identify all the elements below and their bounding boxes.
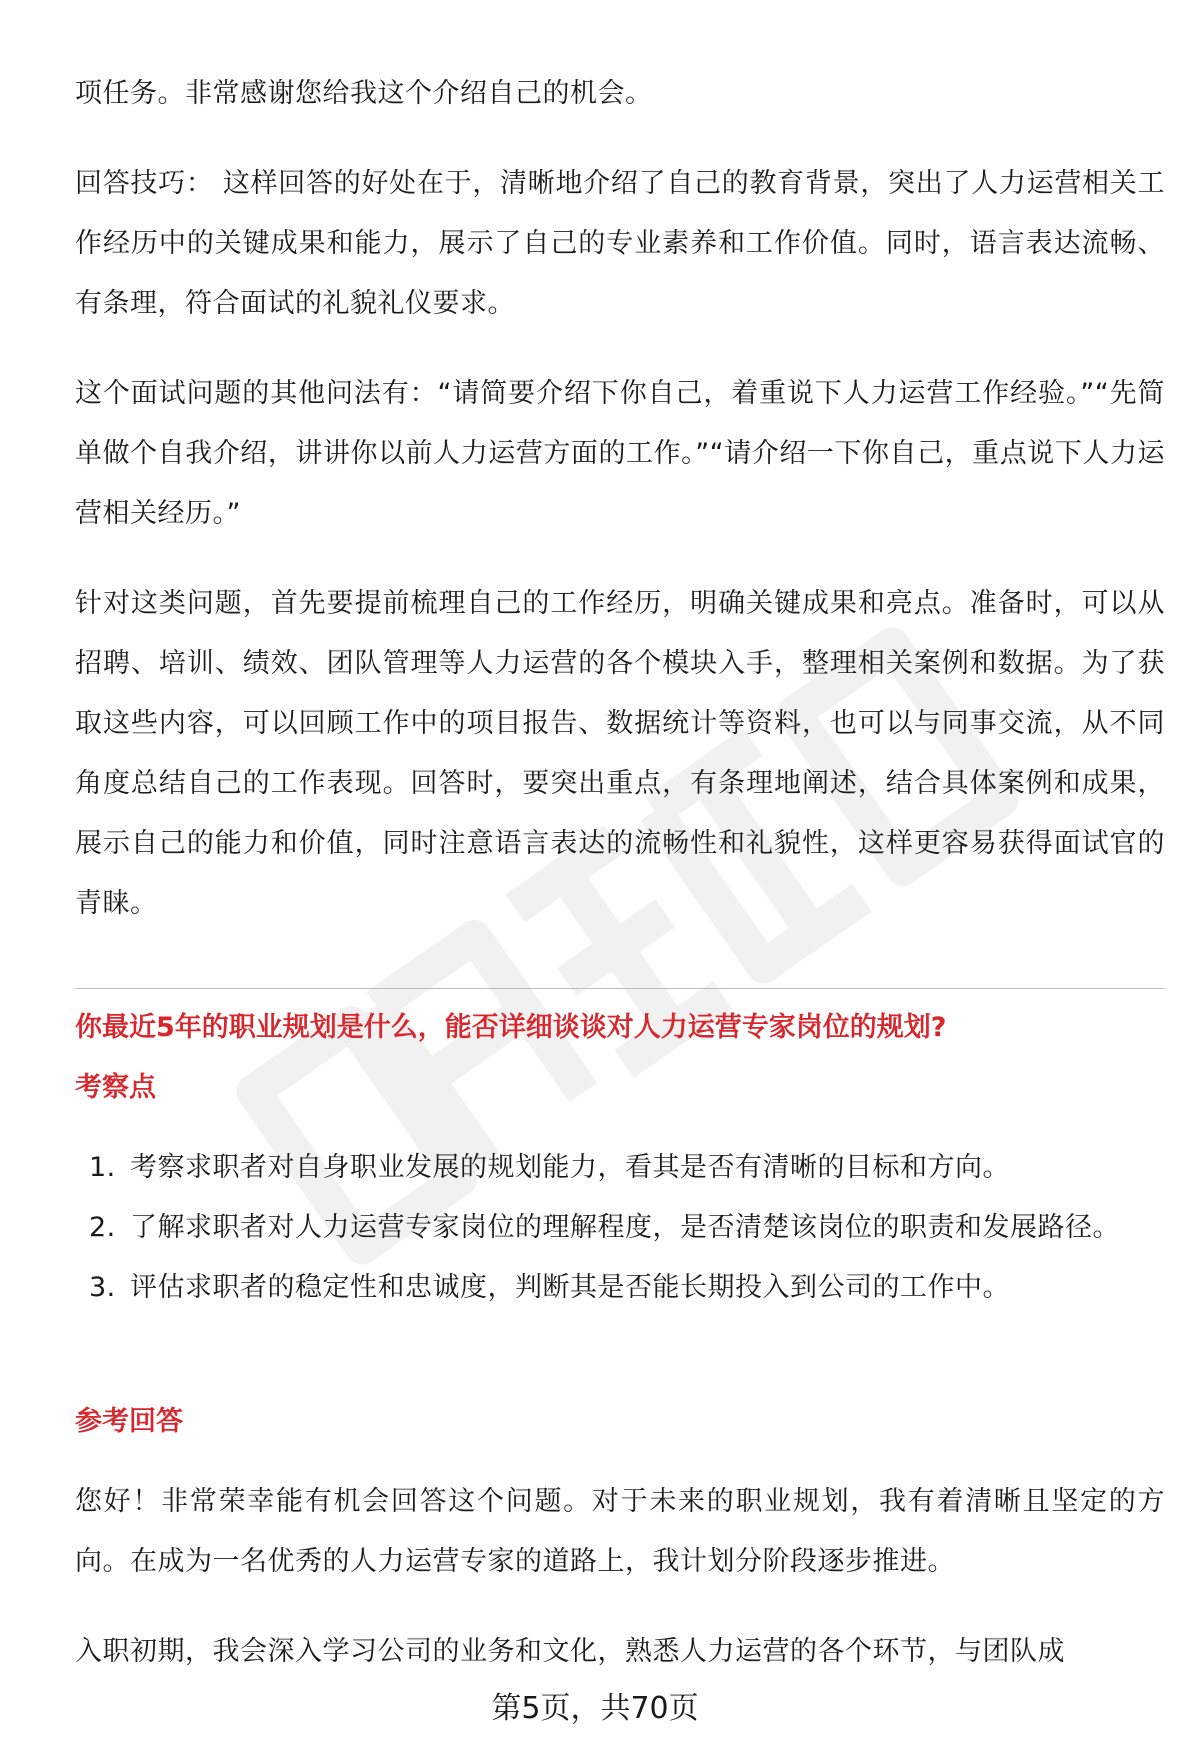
question-heading: 你最近5年的职业规划是什么，能否详细谈谈对人力运营专家岗位的规划? bbox=[75, 1012, 947, 1043]
reference-answer-heading: 参考回答 bbox=[75, 1406, 183, 1437]
list-item bbox=[75, 1198, 1165, 1258]
list-item bbox=[75, 1258, 1165, 1318]
list-item-number: 1. bbox=[89, 1152, 116, 1183]
exam-points-heading: 考察点 bbox=[75, 1072, 156, 1103]
paragraph-preparation-advice: 针对这类问题，首先要提前梳理自己的工作经历，明确关键成果和亮点。准备时，可以从招聘、培训、绩效、团队管理等人力运营的各个模块入手，整理相关案例和数据。为了获取这些内容，可以回顾工作中的项目报告、数据统计等资料，也可以与同事交流，从不同角度总结自己的工作表现。回答时，要突出重点，有条理地阐述，结合具体案例和成果，展示自己的能力和价值，同时注意语言表达的流畅性和礼貌性，这样更容易获得面试官的青睐。 bbox=[75, 588, 1165, 919]
list-item-text: 考察求职者对自身职业发展的规划能力，看其是否有清晰的目标和方向。 bbox=[130, 1152, 1010, 1183]
paragraph-intro-end: 项任务。非常感谢您给我这个介绍自己的机会。 bbox=[75, 78, 653, 109]
list-item-text: 了解求职者对人力运营专家岗位的理解程度，是否清楚该岗位的职责和发展路径。 bbox=[130, 1212, 1120, 1243]
section-divider bbox=[75, 988, 1165, 989]
page-number-footer: 第5页，共70页 bbox=[491, 1691, 699, 1726]
paragraph-answer-early-stage: 入职初期，我会深入学习公司的业务和文化，熟悉人力运营的各个环节，与团队成 bbox=[75, 1636, 1065, 1667]
list-item-number: 2. bbox=[89, 1212, 116, 1243]
list-item-text: 评估求职者的稳定性和忠诚度，判断其是否能长期投入到公司的工作中。 bbox=[130, 1272, 1010, 1303]
paragraph-answer-tip: 回答技巧： 这样回答的好处在于，清晰地介绍了自己的教育背景，突出了人力运营相关工作经历中的关键成果和能力，展示了自己的专业素养和工作价值。同时，语言表达流畅、有条理，符合面试的礼貌礼仪要求。 bbox=[75, 168, 1165, 319]
exam-points-list bbox=[75, 1138, 1165, 1318]
paragraph-answer-opening: 您好！非常荣幸能有机会回答这个问题。对于未来的职业规划，我有着清晰且坚定的方向。在成为一名优秀的人力运营专家的道路上，我计划分阶段逐步推进。 bbox=[75, 1486, 1165, 1577]
paragraph-alternative-questions: 这个面试问题的其他问法有：“请简要介绍下你自己，着重说下人力运营工作经验。”“先简单做个自我介绍，讲讲你以前人力运营方面的工作。”“请介绍一下你自己，重点说下人力运营相关经历。” bbox=[75, 378, 1165, 529]
list-item-number: 3. bbox=[89, 1272, 116, 1303]
list-item bbox=[75, 1138, 1165, 1198]
